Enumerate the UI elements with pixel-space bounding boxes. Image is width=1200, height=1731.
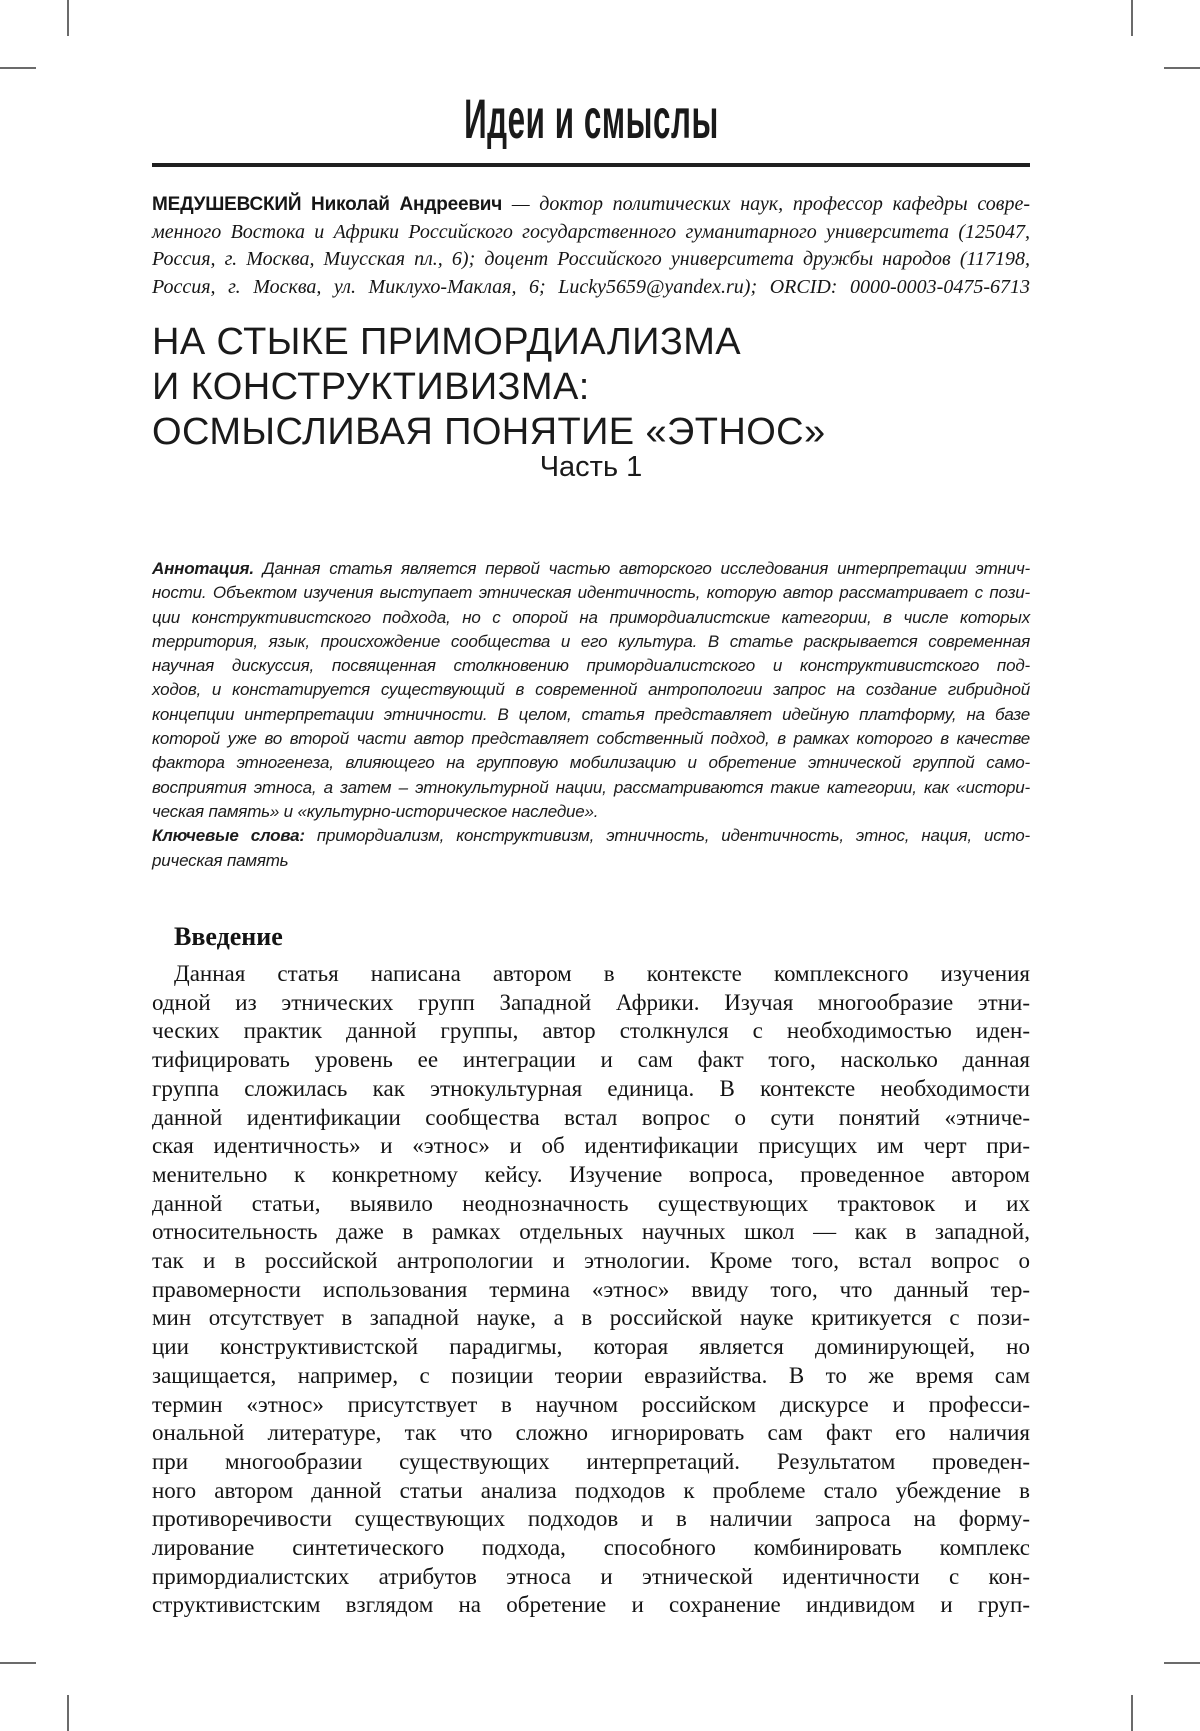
section-heading: Введение	[174, 922, 283, 951]
keywords-first-line-text: примордиализм, конструктивизм, этничность, идентичность, этнос, нация, исто-	[304, 826, 1030, 846]
abstract-line: концепции интерпретации этничности. В целом, статья представляет идейную платформу, на базе	[152, 704, 1030, 724]
abstract-line: восприятия этноса, а затем – этнокультурной нации, рассматриваются такие категории, как «истори-	[152, 777, 1030, 797]
running-head-title: Идеи и смыслы	[463, 87, 719, 150]
crop-mark-bottom-left-vertical	[67, 1695, 69, 1731]
crop-mark-top-right-vertical	[1131, 0, 1133, 36]
body-text-line: защищается, например, с позиции теории евразийства. В то же время сам	[152, 1362, 1030, 1388]
abstract-line: ции конструктивистского подхода, но с опорой на примордиалистские категории, в числе которых	[152, 607, 1030, 627]
abstract-first-line	[152, 557, 1030, 581]
author-affiliation-line: Россия, г. Москва, ул. Миклухо-Маклая, 6; Lucky5659@yandex.ru); ORCID: 0000-0003-0475-6713	[152, 275, 1030, 298]
body-text-line: так и в российской антропологии и этнологии. Кроме того, встал вопрос о	[152, 1248, 1030, 1274]
keywords-label: Ключевые слова:	[152, 826, 305, 846]
abstract-line: ходов, и констатируется существующий в современной антропологии запрос на создание гибридной	[152, 680, 1030, 700]
body-text-line: мин отсутствует в западной науке, а в российской науке критикуется с пози-	[152, 1305, 1030, 1331]
author-block-line	[152, 191, 1030, 219]
abstract-line: научная дискуссия, посвященная столкновению примордиалистского и конструктивистского под-	[152, 656, 1030, 676]
body-text-line: противоречивости существующих подходов и в наличии запроса на форму-	[152, 1506, 1030, 1532]
running-head-rule	[152, 163, 1030, 167]
body-text-line: ческих практик данной группы, автор столкнулся с необходимостью иден-	[152, 1018, 1030, 1044]
body-text-line: ская идентичность» и «этнос» и об идентификации присущих им черт при-	[152, 1133, 1030, 1159]
abstract-line: ности. Объектом изучения выступает этническая идентичность, которую автор рассматривает с пози-	[152, 583, 1030, 603]
body-text-line: правомерности использования термина «этнос» ввиду того, что данный тер-	[152, 1276, 1030, 1302]
body-text-line: одной из этнических групп Западной Африки. Изучая многообразие этни-	[152, 989, 1030, 1015]
body-paragraph	[152, 960, 1030, 1620]
body-text-line: менительно к конкретному кейсу. Изучение вопроса, проведенное автором	[152, 1161, 1030, 1187]
crop-mark-bottom-right-vertical	[1131, 1695, 1133, 1731]
body-text-line: тифицировать уровень ее интеграции и сам факт того, насколько данная	[152, 1047, 1030, 1073]
abstract-line: территория, язык, происхождение сообщества и его культура. В статье раскрывается современная	[152, 631, 1030, 651]
body-text-line: ного автором данной статьи анализа подходов к проблеме стало убеждение в	[152, 1477, 1030, 1503]
article-title-line: НА СТЫКЕ ПРИМОРДИАЛИЗМА	[152, 321, 742, 363]
body-text-line: ции конструктивистской парадигмы, которая является доминирующей, но	[152, 1334, 1030, 1360]
crop-mark-top-left-vertical	[67, 0, 69, 36]
article-title-line: ОСМЫСЛИВАЯ ПОНЯТИЕ «ЭТНОС»	[152, 411, 826, 453]
body-text-line: ональной литературе, так что сложно игнорировать сам факт его наличия	[152, 1420, 1030, 1446]
body-text-line: при многообразии существующих интерпретаций. Результатом проведен-	[152, 1448, 1030, 1474]
crop-mark-top-right-horizontal	[1164, 67, 1200, 69]
article-part-label: Часть 1	[539, 451, 643, 483]
crop-mark-bottom-left-horizontal	[0, 1662, 36, 1664]
author-block	[152, 191, 1030, 301]
body-text-line: примордиалистских атрибутов этноса и этнической идентичности с кон-	[152, 1563, 1030, 1589]
page-content	[152, 0, 1030, 1731]
abstract-line: которой уже во второй части автор представляет собственный подход, в рамках которого в качестве	[152, 729, 1030, 749]
abstract-last-line: ческая память» и «культурно-историческое наследие».	[152, 801, 599, 821]
body-text-line: данной идентификации сообщества встал вопрос о сути понятий «этниче-	[152, 1104, 1030, 1130]
body-text-line: Данная статья написана автором в контексте комплексного изучения	[174, 961, 1030, 986]
body-text-line: лирование синтетического подхода, способного комбинировать комплекс	[152, 1535, 1030, 1561]
author-name: МЕДУШЕВСКИЙ Николай Андреевич	[152, 194, 503, 215]
article-title	[152, 320, 1030, 455]
body-text-line: относительность даже в рамках отдельных научных школ — как в западной,	[152, 1219, 1030, 1245]
author-affiliation-line: менного Востока и Африки Российского государственного гуманитарного университета (125047,	[152, 220, 1030, 243]
crop-mark-top-left-horizontal	[0, 67, 36, 69]
author-affiliation-lines	[152, 219, 1030, 302]
article-title-lines	[152, 320, 1030, 455]
author-affiliation-line: Россия, г. Москва, Миусская пл., 6); доцент Российского университета дружбы народов (117198,	[152, 248, 1030, 270]
abstract-line: фактора этногенеза, влияющего на групповую мобилизацию и обретение этнической группой само-	[152, 753, 1030, 773]
abstract-block	[152, 557, 1030, 873]
running-head	[152, 87, 1030, 150]
article-title-line: И КОНСТРУКТИВИЗМА:	[152, 366, 590, 408]
abstract-first-line-text: Данная статья является первой частью авторского исследования интерпретации этнич-	[253, 559, 1030, 578]
body-text-line: структивистским взглядом на обретение и сохранение индивидом и груп-	[152, 1592, 1030, 1618]
keywords-first-line	[152, 824, 1030, 848]
body-text-line: термин «этнос» присутствует в научном российском дискурсе и професси-	[152, 1391, 1030, 1417]
abstract-lines	[152, 581, 1030, 800]
body-text-line: группа сложилась как этнокультурная единица. В контексте необходимости	[152, 1075, 1030, 1101]
introduction-section	[152, 922, 1030, 1620]
author-affiliation-start: — доктор политических наук, профессор кафедры совре-	[502, 193, 1030, 215]
abstract-label: Аннотация.	[152, 559, 254, 578]
keywords-last-line: рическая память	[152, 850, 289, 870]
crop-mark-bottom-right-horizontal	[1164, 1662, 1200, 1664]
body-text-line: данной статьи, выявило неоднозначность существующих трактовок и их	[152, 1190, 1030, 1216]
